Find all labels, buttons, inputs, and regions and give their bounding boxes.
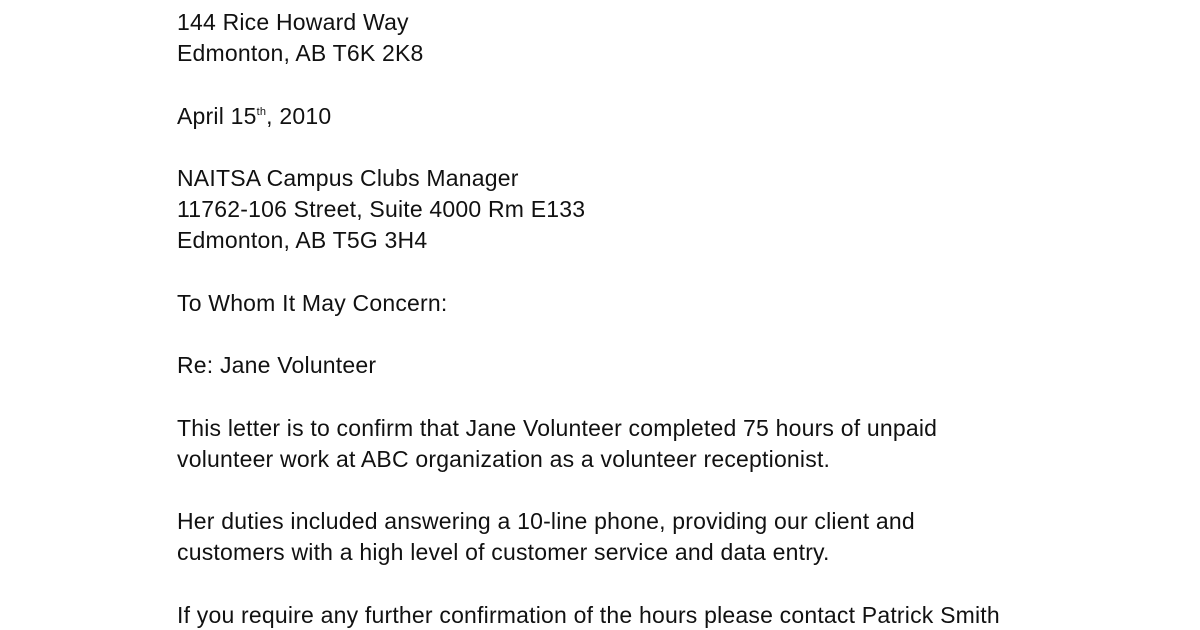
recipient-city-line: Edmonton, AB T5G 3H4	[177, 227, 428, 253]
paragraph-1-line-2: volunteer work at ABC organization as a volunteer receptionist.	[177, 446, 831, 472]
salutation: To Whom It May Concern:	[177, 290, 448, 316]
letter-date	[177, 101, 331, 132]
paragraph-2-line-1: Her duties included answering a 10-line phone, providing our client and	[177, 508, 915, 534]
date-ordinal-suffix: th	[256, 106, 267, 118]
subject-line: Re: Jane Volunteer	[177, 352, 377, 378]
sender-street: 144 Rice Howard Way	[177, 9, 409, 35]
sender-city-line: Edmonton, AB T6K 2K8	[177, 40, 424, 66]
paragraph-3-line-1: If you require any further confirmation of the hours please contact Patrick Smith	[177, 602, 1000, 628]
date-year: , 2010	[266, 103, 332, 129]
recipient-street: 11762-106 Street, Suite 4000 Rm E133	[177, 196, 586, 222]
date-prefix: April 15	[177, 103, 257, 129]
recipient-title: NAITSA Campus Clubs Manager	[177, 165, 519, 191]
paragraph-2-line-2: customers with a high level of customer service and data entry.	[177, 539, 830, 565]
paragraph-1-line-1: This letter is to confirm that Jane Volunteer completed 75 hours of unpaid	[177, 415, 938, 441]
